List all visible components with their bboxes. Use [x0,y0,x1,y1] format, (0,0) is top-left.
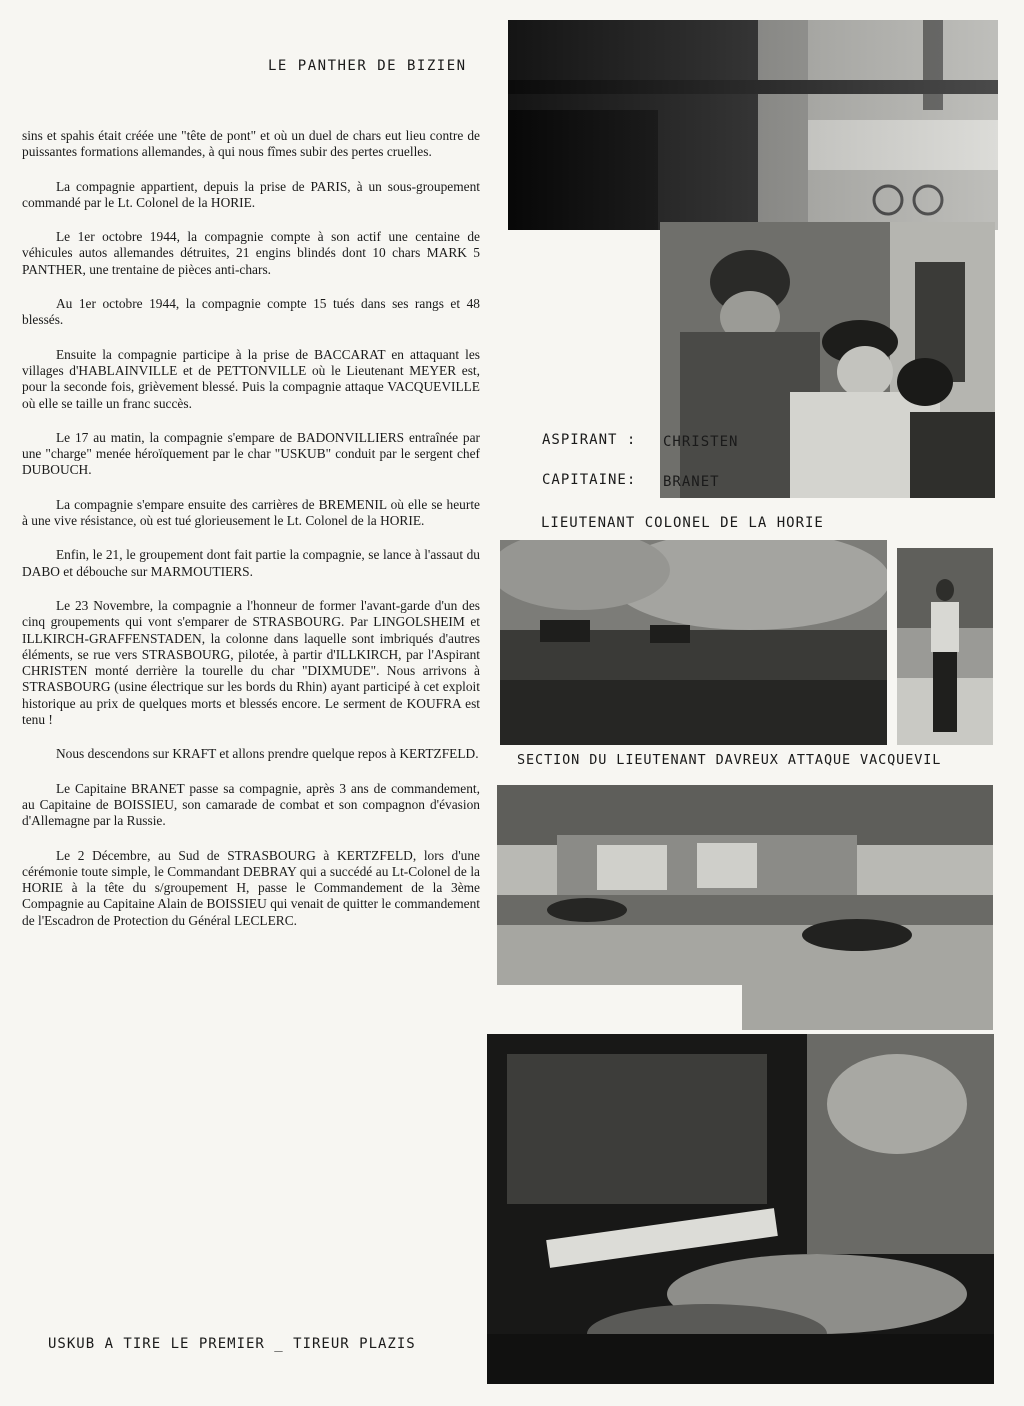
caption-bottom: USKUB A TIRE LE PREMIER _ TIREUR PLAZIS [48,1336,416,1352]
paragraph: Enfin, le 21, le groupement dont fait partie la compagnie, se lance à l'assaut du DABO et débouche sur MARMOUTIERS. [22,547,480,579]
paragraph: Nous descendons sur KRAFT et allons prendre quelque repos à KERTZFELD. [56,746,479,762]
photo-officers [660,222,995,498]
paragraph: Le Capitaine BRANET passe sa compagnie, après 3 ans de commandement, au Capitaine de BOISSIEU, son camarade de combat et son compagnon d'évasion d'Allemagne par la Russie. [22,780,480,829]
caption-aspirant-name: CHRISTEN [663,434,739,450]
paragraph: sins et spahis était créée une "tête de pont" et où un duel de chars eut lieu contre de puissantes formations allemandes, à qui nous fîmes subir des pertes cruelles. [22,128,480,160]
caption-section: SECTION DU LIEUTENANT DAVREUX ATTAQUE VACQUEVIL [517,752,942,768]
photo-battle-smoke [500,540,887,745]
photo-soldier-portrait [897,548,993,745]
caption-capitaine-name: BRANET [663,474,720,490]
caption-capitaine-role: CAPITAINE: [542,472,637,488]
caption-aspirant-role: ASPIRANT : [542,432,637,448]
page-header: LE PANTHER DE BIZIEN [268,58,467,74]
paragraph: Le 1er octobre 1944, la compagnie compte à son actif une centaine de véhicules autos allemandes détruites, 21 engins blindés dont 10 chars MARK 5 PANTHER, une trentaine de pièces anti-chars. [22,229,480,277]
paragraph: Le 23 Novembre, la compagnie a l'honneur de former l'avant-garde d'un des cinq groupements qui vont s'emparer de STRASBOURG. Par LINGOLSHEIM et ILLKIRCH-GRAFFENSTADEN, la colonne dans laquelle sont imbriqués d'autres éléments, se rue vers STRASBOURG, pilotée, à partir d'ILLKIRCH, par l'Aspirant CHRISTEN monté derrière la tourelle du char "DIXMUDE". Nous arrivons à STRASBOURG (usine électrique sur les bords du Rhin) ayant participé à cet exploit historique au prix de quelques morts et blessés encore. Le serment de KOUFRA est tenu ! [22,597,480,728]
caption-lieutenant-colonel: LIEUTENANT COLONEL DE LA HORIE [541,515,824,531]
paragraph: La compagnie s'empare ensuite des carrières de BREMENIL où elle se heurte à une vive résistance, où est tué glorieusement le Lt. Colonel de la HORIE. [22,496,480,529]
paragraph: La compagnie appartient, depuis la prise de PARIS, à un sous-groupement commandé par le Lt. Colonel de la HORIE. [22,178,480,210]
paragraph: Le 17 au matin, la compagnie s'empare de BADONVILLIERS entraînée par une "charge" menée héroïquement par le char "USKUB" conduit par le sergent chef DUBOUCH. [22,429,480,478]
paragraph: Le 2 Décembre, au Sud de STRASBOURG à KERTZFELD, lors d'une cérémonie toute simple, le Commandant DEBRAY qui a succédé au Lt-Colonel de la HORIE à la tête du s/groupement H, passe le Commandement de la 3ème Compagnie au Capitaine Alain de BOISSIEU qui venait de quitter le commandement de l'Escadron de Protection du Général LECLERC. [22,847,480,928]
photo-tank-street [508,20,998,230]
paragraph: Au 1er octobre 1944, la compagnie compte 15 tués dans ses rangs et 48 blessés. [22,296,480,328]
article-body [22,128,480,947]
photo-village-river [497,785,993,1030]
paragraph: Ensuite la compagnie participe à la prise de BACCARAT en attaquant les villages d'HABLAINVILLE et de PETTONVILLE où le Lieutenant MEYER est, pour la seconde fois, grièvement blessé. Puis la compagnie attaque VACQUEVILLE où elle se taille un franc succès. [22,346,480,411]
photo-wreckage [487,1034,994,1384]
